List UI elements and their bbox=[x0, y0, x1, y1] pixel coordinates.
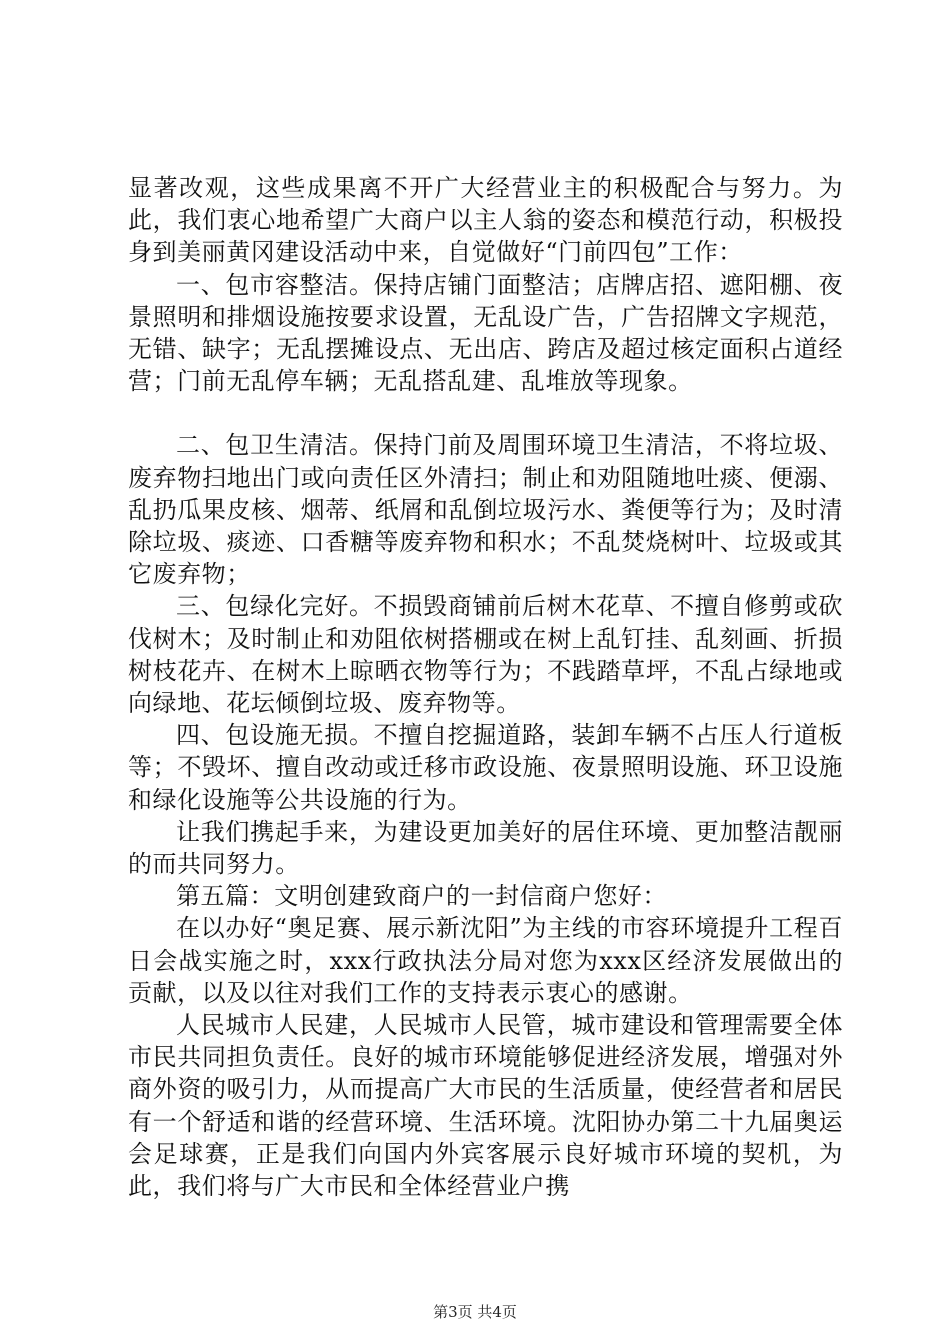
paragraph-item-1-cityscape: 一、包市容整洁。保持店铺门面整洁；店牌店招、遮阳棚、夜景照明和排烟设施按要求设置，无乱设广告，广告招牌文字规范，无错、缺字；无乱摆摊设点、无出店、跨店及超过核定面积占道经营；门前无乱停车辆；无乱搭乱建、乱堆放等现象。 bbox=[128, 270, 843, 396]
document-body bbox=[128, 172, 843, 1202]
paragraph-closing: 让我们携起手来，为建设更加美好的居住环境、更加整洁靓丽的而共同努力。 bbox=[128, 817, 843, 879]
paragraph-letter-2: 人民城市人民建，人民城市人民管，城市建设和管理需要全体市民共同担负责任。良好的城市环境能够促进经济发展，增强对外商外资的吸引力，从而提高广大市民的生活质量，使经营者和居民有一个舒适和谐的经营环境、生活环境。沈阳协办第二十九届奥运会足球赛，正是我们向国内外宾客展示良好城市环境的契机，为此，我们将与广大市民和全体经营业户携 bbox=[128, 1011, 843, 1201]
paragraph-item-2-sanitation: 二、包卫生清洁。保持门前及周围环境卫生清洁，不将垃圾、废弃物扫地出门或向责任区外清扫；制止和劝阻随地吐痰、便溺、乱扔瓜果皮核、烟蒂、纸屑和乱倒垃圾污水、粪便等行为；及时清除垃圾、痰迹、口香糖等废弃物和积水；不乱焚烧树叶、垃圾或其它废弃物； bbox=[128, 431, 843, 589]
paragraph-letter-1: 在以办好“奥足赛、展示新沈阳”为主线的市容环境提升工程百日会战实施之时，xxx行政执法分局对您为xxx区经济发展做出的贡献，以及以往对我们工作的支持表示衷心的感谢。 bbox=[128, 914, 843, 1007]
paragraph-item-4-facilities: 四、包设施无损。不擅自挖掘道路，装卸车辆不占压人行道板等；不毁坏、擅自改动或迁移市政设施、夜景照明设施、环卫设施和绿化设施等公共设施的行为。 bbox=[128, 721, 843, 814]
page-number-footer: 第3页 共4页 bbox=[433, 1303, 517, 1321]
section-heading: 第五篇：文明创建致商户的一封信商户您好： bbox=[176, 882, 667, 911]
paragraph-item-3-greenery: 三、包绿化完好。不损毁商铺前后树木花草、不擅自修剪或砍伐树木；及时制止和劝阻依树搭棚或在树上乱钉挂、乱刻画、折损树枝花卉、在树木上晾晒衣物等行为；不践踏草坪，不乱占绿地或向绿地、花坛倾倒垃圾、废弃物等。 bbox=[128, 592, 843, 718]
paragraph-intro: 显著改观，这些成果离不开广大经营业主的积极配合与努力。为此，我们衷心地希望广大商户以主人翁的姿态和模范行动，积极投身到美丽黄冈建设活动中来，自觉做好“门前四包”工作： bbox=[128, 174, 843, 267]
